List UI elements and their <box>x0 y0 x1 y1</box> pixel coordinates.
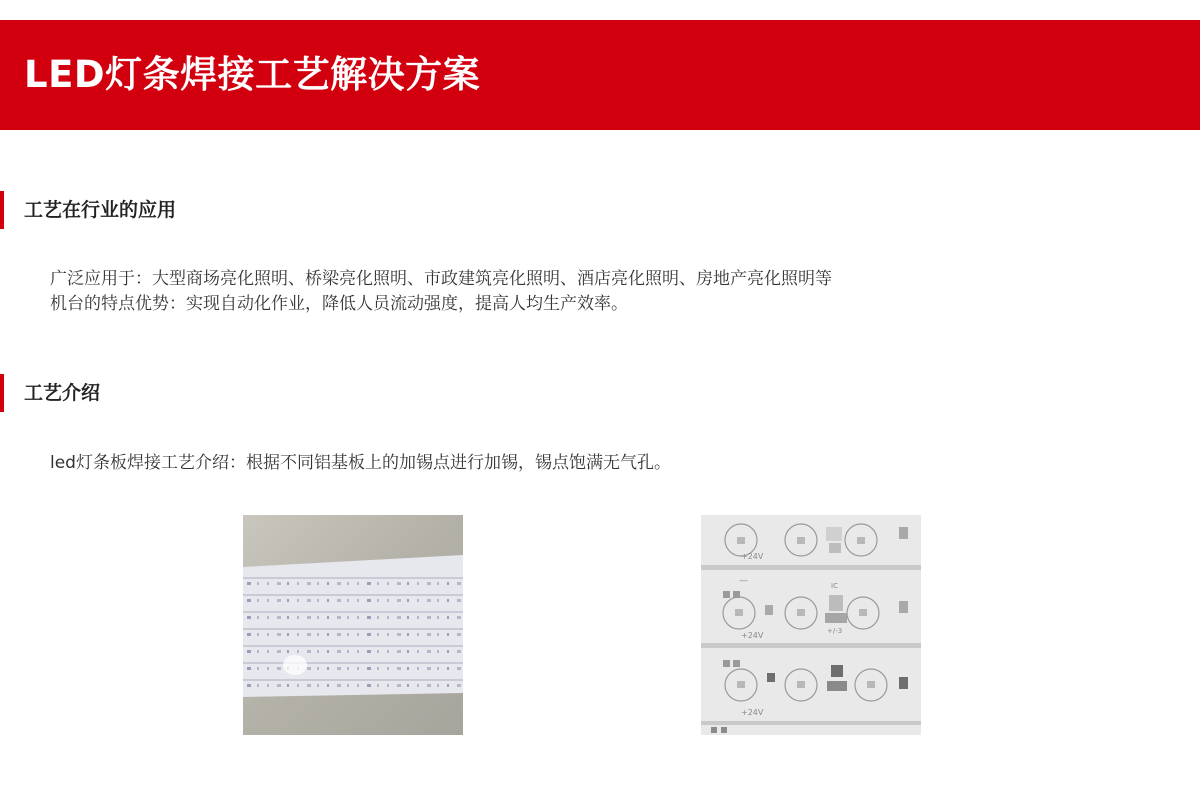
page-title: LED灯条焊接工艺解决方案 <box>24 53 481 96</box>
voltage-label-top: +24V <box>741 552 764 561</box>
section-heading-introduction <box>0 374 600 412</box>
minus-label: — <box>739 576 748 586</box>
pcb-closeup-photo <box>701 515 921 735</box>
application-text-line-1: 广泛应用于：大型商场亮化照明、桥梁亮化照明、市政建筑亮化照明、酒店亮化照明、房地产亮化照明等 <box>50 269 832 289</box>
voltage-label-bottom: +24V <box>741 708 764 717</box>
application-text-line-2: 机台的特点优势：实现自动化作业，降低人员流动强度，提高人均生产效率。 <box>50 294 628 314</box>
ic-label: IC <box>831 582 838 590</box>
section-title: 工艺在行业的应用 <box>24 199 177 221</box>
section-title: 工艺介绍 <box>24 382 101 404</box>
introduction-text-line-1: led灯条板焊接工艺介绍：根据不同铝基板上的加锡点进行加锡，锡点饱满无气孔。 <box>50 453 671 473</box>
pin-label: +/-3 <box>827 627 843 635</box>
voltage-label-mid: +24V <box>741 631 764 640</box>
title-banner <box>0 20 1200 130</box>
accent-bar <box>0 191 4 229</box>
led-strip-boards-photo <box>243 515 463 735</box>
accent-bar <box>0 374 4 412</box>
section-heading-application <box>0 191 600 229</box>
